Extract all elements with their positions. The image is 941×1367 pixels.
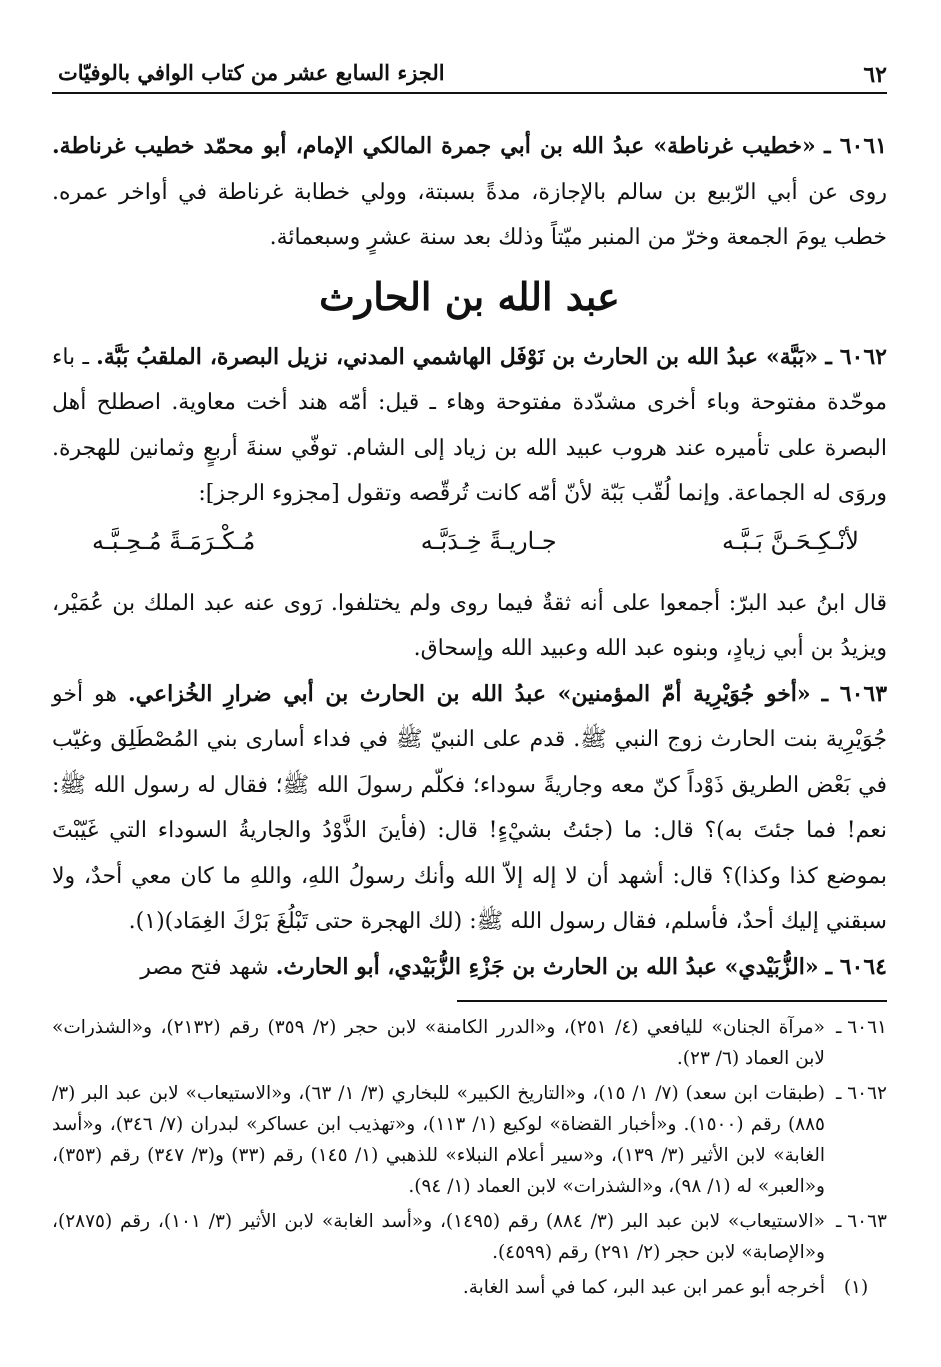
footnote-rule: [457, 1000, 887, 1002]
entry-body: روى عن أبي الرّبيع بن سالم بالإجازة، مدةً بسبتة، وولي خطابة غرناطة في أواخر عمره. خطب يومَ الجمعة وخرّ من المنبر ميّتاً وذلك بعد سنة عشرٍ وسبعمائة.: [52, 179, 887, 250]
entry-number: ٦٠٦٤ ـ: [825, 953, 887, 980]
main-text: [52, 92, 887, 990]
entry-number: ٦٠٦٢ ـ: [825, 343, 887, 370]
footnote-6062: [52, 1078, 887, 1202]
footnote-number: ٦٠٦٢ ـ: [835, 1083, 887, 1104]
entry-body: شهد فتح مصر: [140, 954, 269, 980]
footnote-number: ٦٠٦١ ـ: [835, 1017, 887, 1038]
footnote-text: (طبقات ابن سعد) (٧/ ١/ ١٥)، و«التاريخ الكبير» للبخاري (٣/ ١/ ٦٣)، و«الاستيعاب» لابن عبد البر (٣/ ٨٨٥) رقم (١٥٠٠). و«أخبار القضاة» لوكيع (١/ ١١٣)، و«تهذيب ابن عساكر» لبدران (٧/ ٣٤٦)، و«أسد الغابة» لابن الأثير (٣/ ١٣٩)، و«سير أعلام النبلاء» للذهبي (١/ ١٤٥) رقم (٣٣) و(٣/ ٣٤٧) رقم (٣٥٣)، و«العبر» له (١/ ٩٨)، و«الشذرات» لابن العماد (١/ ٩٤).: [52, 1083, 825, 1197]
entry-6064: [52, 945, 887, 991]
verse-part: لأنْـكِـحَـنَّ بَـبَّـه: [722, 526, 859, 555]
entry-heading: «بَبَّة» عبدُ الله بن الحارث بن نَوْفَل الهاشمي المدني، نزيل البصرة، الملقبُ بَبَّة.: [96, 343, 819, 370]
section-heading: عبد الله بن الحارث: [319, 273, 620, 319]
verse-part: مُـكْـرَمَـةً مُـحِـبَّـه: [92, 526, 256, 555]
footnote-text: أخرجه أبو عمر ابن عبد البر، كما في أسد الغابة.: [462, 1277, 825, 1298]
footnote-1: [52, 1272, 887, 1303]
footnote-6063: [52, 1206, 887, 1268]
entry-number: ٦٠٦٣ ـ: [821, 680, 888, 707]
footnote-text: «الاستيعاب» لابن عبد البر (٣/ ٨٨٤) رقم (١٤٩٥)، و«أسد الغابة» لابن الأثير (٣/ ١٠١)، رقم (٢٨٧٥)، و«الإصابة» لابن حجر (٢/ ٢٩١) رقم (٤٥٩٩).: [52, 1211, 825, 1263]
entry-6061: [52, 124, 887, 261]
entry-body: قال ابنُ عبد البرّ: أجمعوا على أنه ثقةٌ فيما روى ولم يختلفوا. رَوى عنه عبد الملك بن عُمَيْر، ويزيدُ بن أبي زيادٍ، وبنوه عبد الله وعبيد الله وإسحاق.: [52, 590, 887, 661]
entry-number: ٦٠٦١ ـ: [824, 133, 887, 159]
entry-6063: [52, 672, 887, 945]
footnote-number: (١): [843, 1277, 869, 1298]
running-title: الجزء السابع عشر من كتاب الوافي بالوفيّات: [58, 60, 445, 85]
entry-heading: «خطيب غرناطة» عبدُ الله بن أبي جمرة المالكي الإمام، أبو محمّد خطيب غرناطة.: [52, 133, 816, 159]
verse-line: [52, 517, 887, 565]
footnotes: [52, 1000, 887, 1307]
entry-body: ـ باء موحّدة مفتوحة وباء أخرى مشدّدة مفتوحة وهاء ـ قيل: أمّه هند أخت معاوية. اصطلح أهل البصرة على تأميره عند هروب عبيد الله بن زياد إلى الشام. توفّي سنةَ أربعٍ وثمانين للهجرة. وروَى له الجماعة. وإنما لُقّب بَبّة لأنّ أمّه كانت تُرقّصه وتقول [مجزوء الرجز]:: [52, 344, 887, 506]
entry-heading: «الزُّبَيْدي» عبدُ الله بن الحارث بن جَزْءِ الزُّبَيْدي، أبو الحارث.: [275, 953, 819, 980]
footnote-text: «مرآة الجنان» لليافعي (٤/ ٢٥١)، و«الدرر الكامنة» لابن حجر (٢/ ٣٥٩) رقم (٢١٣٢)، و«الشذرات» لابن العماد (٦/ ٢٣).: [52, 1017, 825, 1069]
entry-6062: [52, 335, 887, 517]
entry-6062-continued: [52, 581, 887, 672]
entry-heading: «أخو جُوَيْرِية أمّ المؤمنين» عبدُ الله بن الحارث بن أبي ضرارِ الخُزاعي.: [128, 680, 811, 707]
entry-body: هو أخو جُوَيْرِية بنت الحارث زوج النبي ﷺ. قدم على النبيّ ﷺ في فداء أسارى بني المُصْطَلِق وغيّب في بَعْض الطريق ذَوْداً كنّ معه وجاريةً سوداء؛ فكلّم رسولَ الله ﷺ؛ فقال له رسول الله ﷺ: نعم! فما جئتَ به)؟ قال: ما (جئتُ بشيْءٍ! قال: (فأينَ الذَّوْدُ والجاريةُ السوداء التي غَيّبْتَ بموضع كذا وكذا)؟ قال: أشهد أن لا إله إلاّ الله وأنك رسولُ اللهِ، واللهِ ما كان معي أحدٌ، ولا سبقني إليك أحدٌ، فأسلم، فقال رسول الله ﷺ: (لك الهجرة حتى تَبْلُغَ بَرْكَ الغِمَاد)(١).: [52, 681, 888, 934]
header-rule: [52, 92, 887, 94]
running-header: [52, 0, 887, 92]
verse-part: جـاريـةً خِـدَبَّـه: [420, 526, 557, 555]
footnote-number: ٦٠٦٣ ـ: [835, 1211, 887, 1232]
page-number: ٦٢: [863, 62, 887, 88]
footnote-6061: [52, 1012, 887, 1074]
